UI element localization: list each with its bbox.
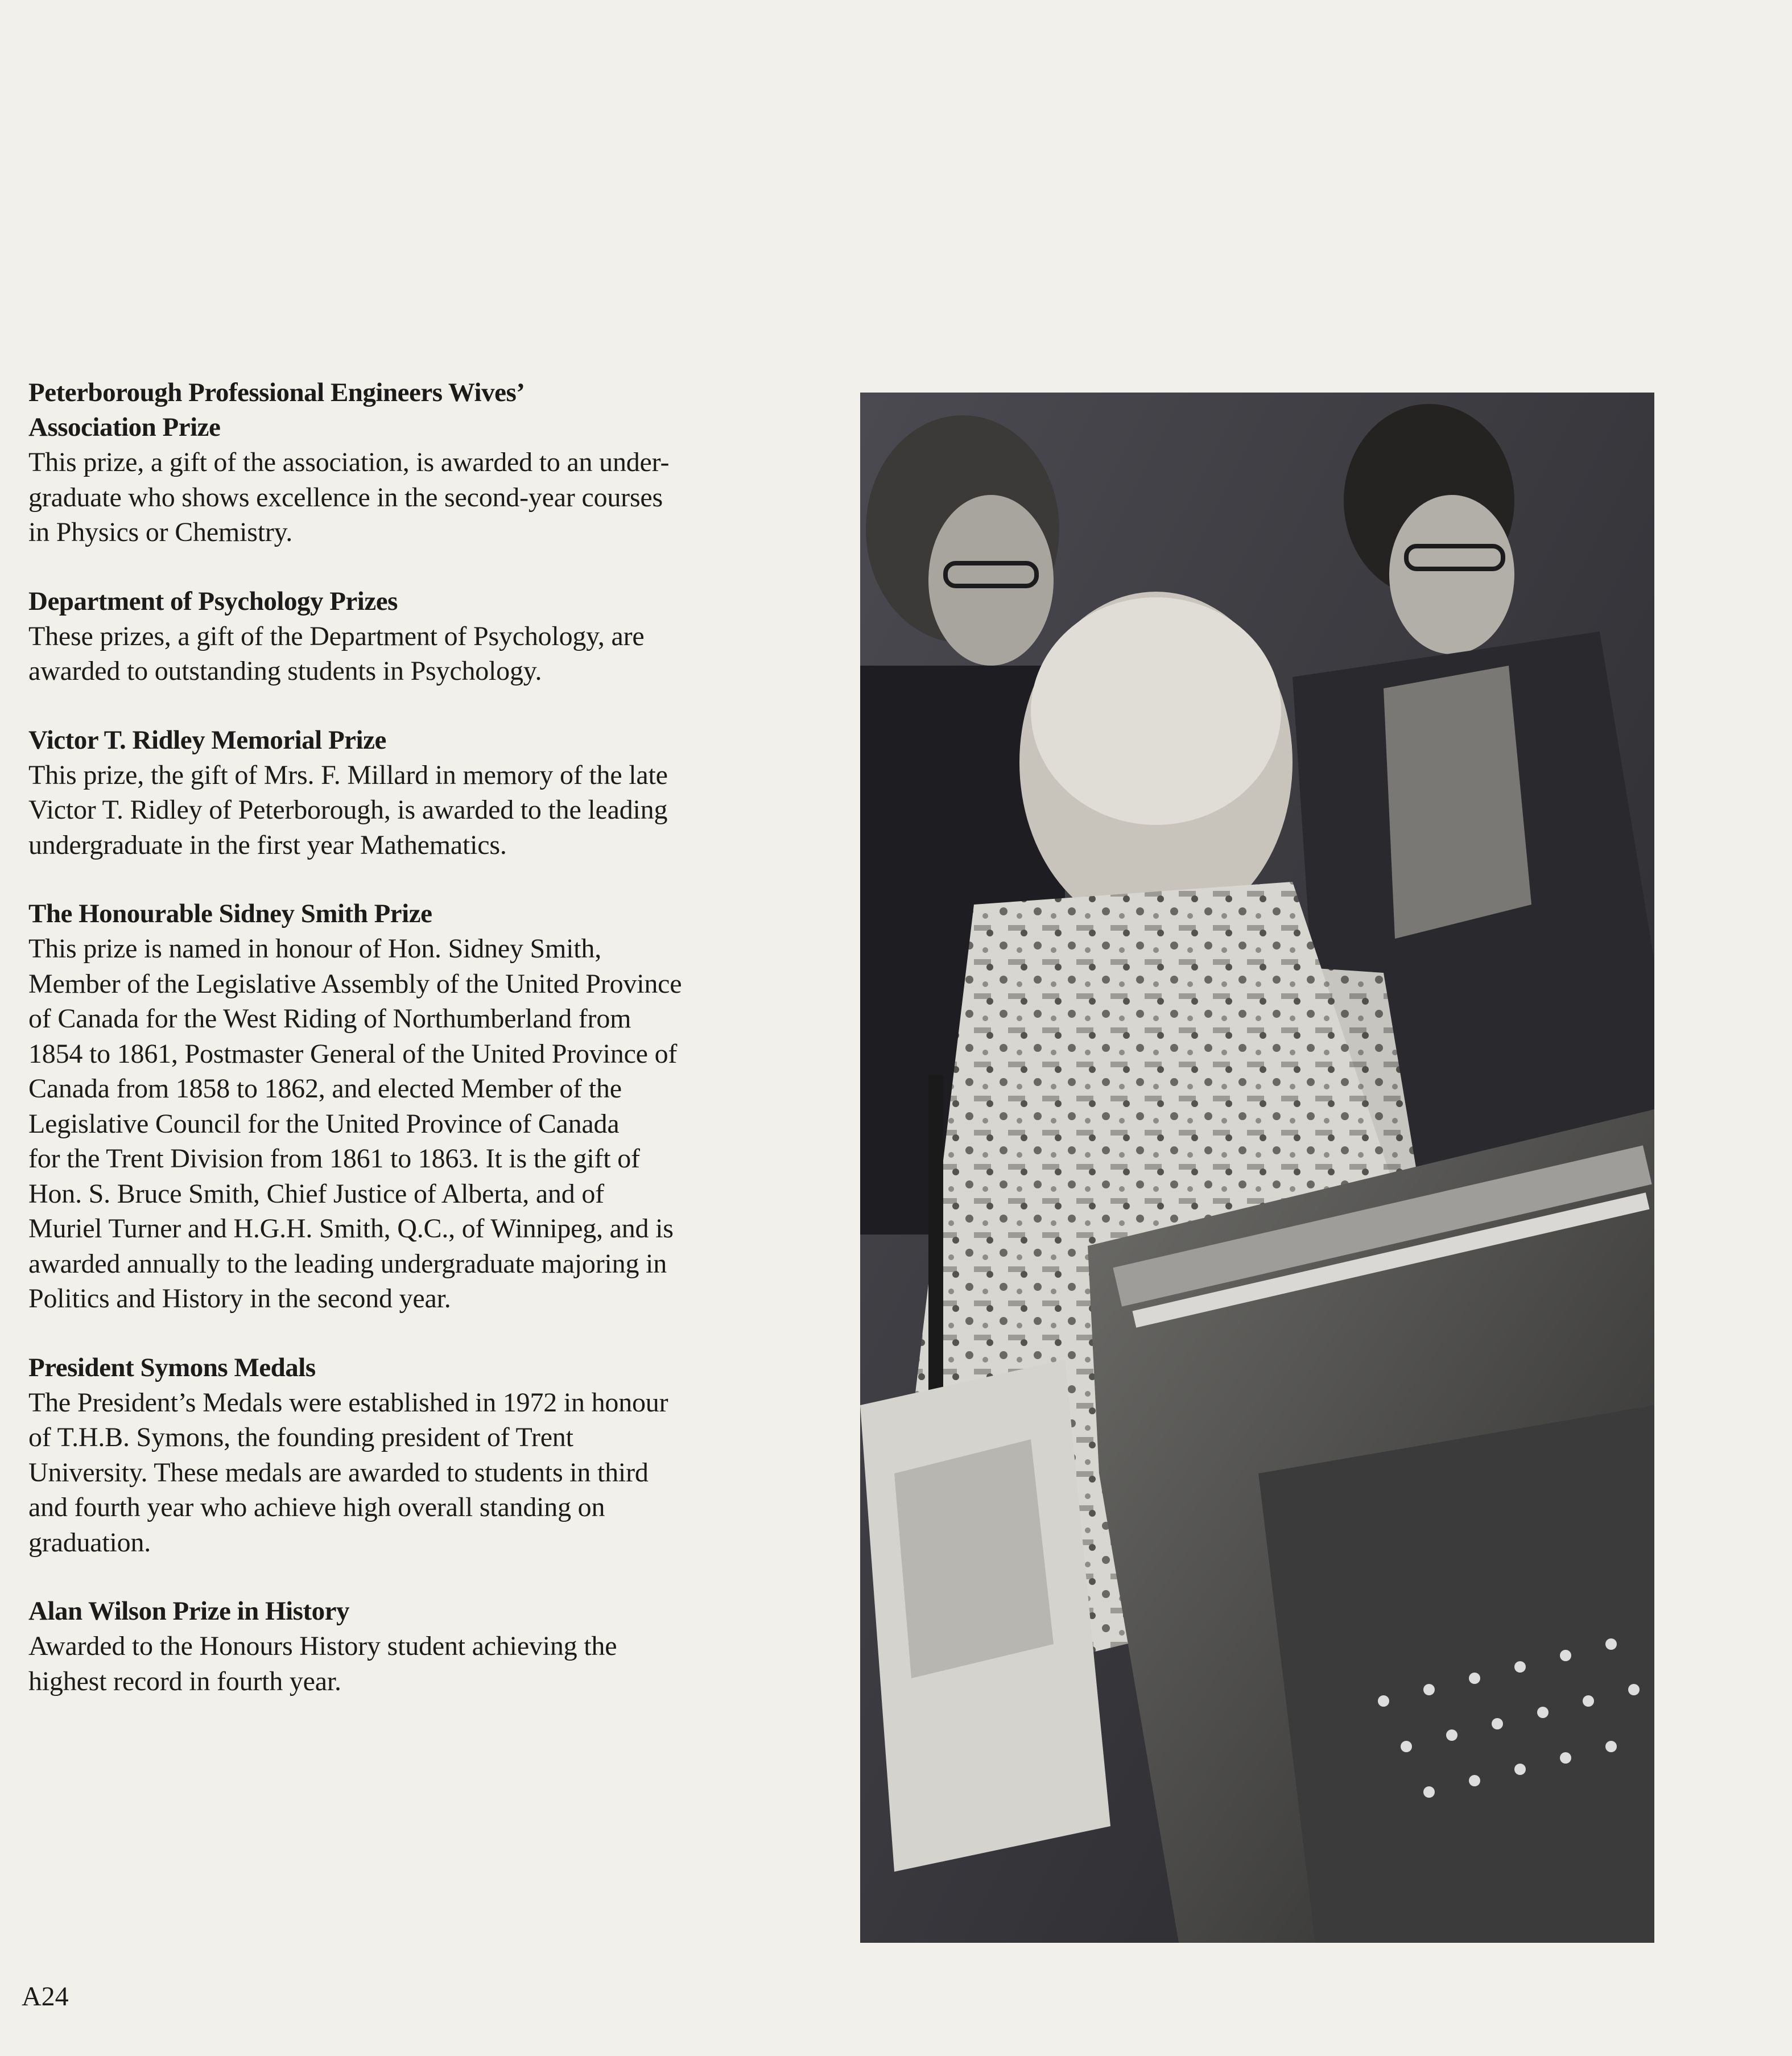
- prize-description-line: Muriel Turner and H.G.H. Smith, Q.C., of Winnipeg, and is: [28, 1213, 674, 1244]
- prize-entry: [28, 1594, 825, 1699]
- prize-description-line: Canada from 1858 to 1862, and elected Member of the: [28, 1074, 622, 1104]
- prize-description-line: in Physics or Chemistry.: [28, 517, 293, 547]
- prize-description-line: graduation.: [28, 1527, 151, 1558]
- prize-entry: [28, 1351, 825, 1560]
- prize-description-line: This prize is named in honour of Hon. Sidney Smith,: [28, 934, 602, 964]
- prize-title: [28, 723, 825, 758]
- prize-entry: [28, 897, 825, 1316]
- prize-description-line: of Canada for the West Riding of Northumberland from: [28, 1004, 631, 1034]
- prize-description-line: undergraduate in the first year Mathematics.: [28, 829, 507, 860]
- prize-description-line: Hon. S. Bruce Smith, Chief Justice of Alberta, and of: [28, 1178, 604, 1209]
- prize-description-line: Victor T. Ridley of Peterborough, is awarded to the leading: [28, 795, 668, 825]
- prize-description-line: for the Trent Division from 1861 to 1863. It is the gift of: [28, 1143, 640, 1174]
- prize-list: [28, 375, 825, 1733]
- prize-description-line: awarded to outstanding students in Psychology.: [28, 656, 542, 686]
- prize-description-line: Awarded to the Honours History student achieving the: [28, 1631, 617, 1661]
- prize-description: [28, 1629, 825, 1699]
- prize-description-line: This prize, a gift of the association, is awarded to an under-: [28, 447, 670, 477]
- prize-description: [28, 619, 825, 689]
- prize-description-line: Legislative Council for the United Province of Canada: [28, 1108, 620, 1139]
- prize-description: [28, 445, 825, 550]
- prize-description-line: University. These medals are awarded to students in third: [28, 1457, 649, 1488]
- prize-title-line: President Symons Medals: [28, 1352, 316, 1382]
- prize-title-line: Victor T. Ridley Memorial Prize: [28, 725, 386, 755]
- prize-description-line: These prizes, a gift of the Department of Psychology, are: [28, 621, 645, 651]
- prize-description-line: graduate who shows excellence in the second-year courses: [28, 482, 663, 513]
- prize-title-line: Alan Wilson Prize in History: [28, 1596, 349, 1626]
- prize-title-line: Department of Psychology Prizes: [28, 586, 398, 616]
- prize-title: [28, 1351, 825, 1385]
- prize-title: [28, 897, 825, 931]
- prize-entry: [28, 584, 825, 689]
- prize-description: [28, 931, 825, 1316]
- prize-description-line: 1854 to 1861, Postmaster General of the United Province of: [28, 1038, 678, 1069]
- prize-description-line: highest record in fourth year.: [28, 1666, 341, 1696]
- prize-entry: [28, 723, 825, 863]
- prize-description: [28, 758, 825, 863]
- prize-description: [28, 1385, 825, 1560]
- prize-description-line: and fourth year who achieve high overall standing on: [28, 1492, 605, 1522]
- prize-description-line: This prize, the gift of Mrs. F. Millard in memory of the late: [28, 759, 668, 790]
- prize-description-line: Politics and History in the second year.: [28, 1283, 451, 1314]
- prize-title-line: Association Prize: [28, 412, 221, 442]
- page-number: A24: [22, 1981, 69, 2012]
- prize-description-line: awarded annually to the leading undergraduate majoring in: [28, 1248, 667, 1279]
- prize-title: [28, 584, 825, 619]
- prize-description-line: The President’s Medals were established in 1972 in honour: [28, 1387, 668, 1418]
- students-studying-photo: [860, 393, 1654, 1943]
- prize-entry: [28, 375, 825, 550]
- prize-description-line: of T.H.B. Symons, the founding president of Trent: [28, 1422, 573, 1452]
- prize-description-line: Member of the Legislative Assembly of the United Province: [28, 968, 682, 999]
- prize-title: [28, 375, 825, 445]
- prize-title-line: The Honourable Sidney Smith Prize: [28, 899, 432, 928]
- prize-title: [28, 1594, 825, 1629]
- prize-title-line: Peterborough Professional Engineers Wives’: [28, 378, 525, 407]
